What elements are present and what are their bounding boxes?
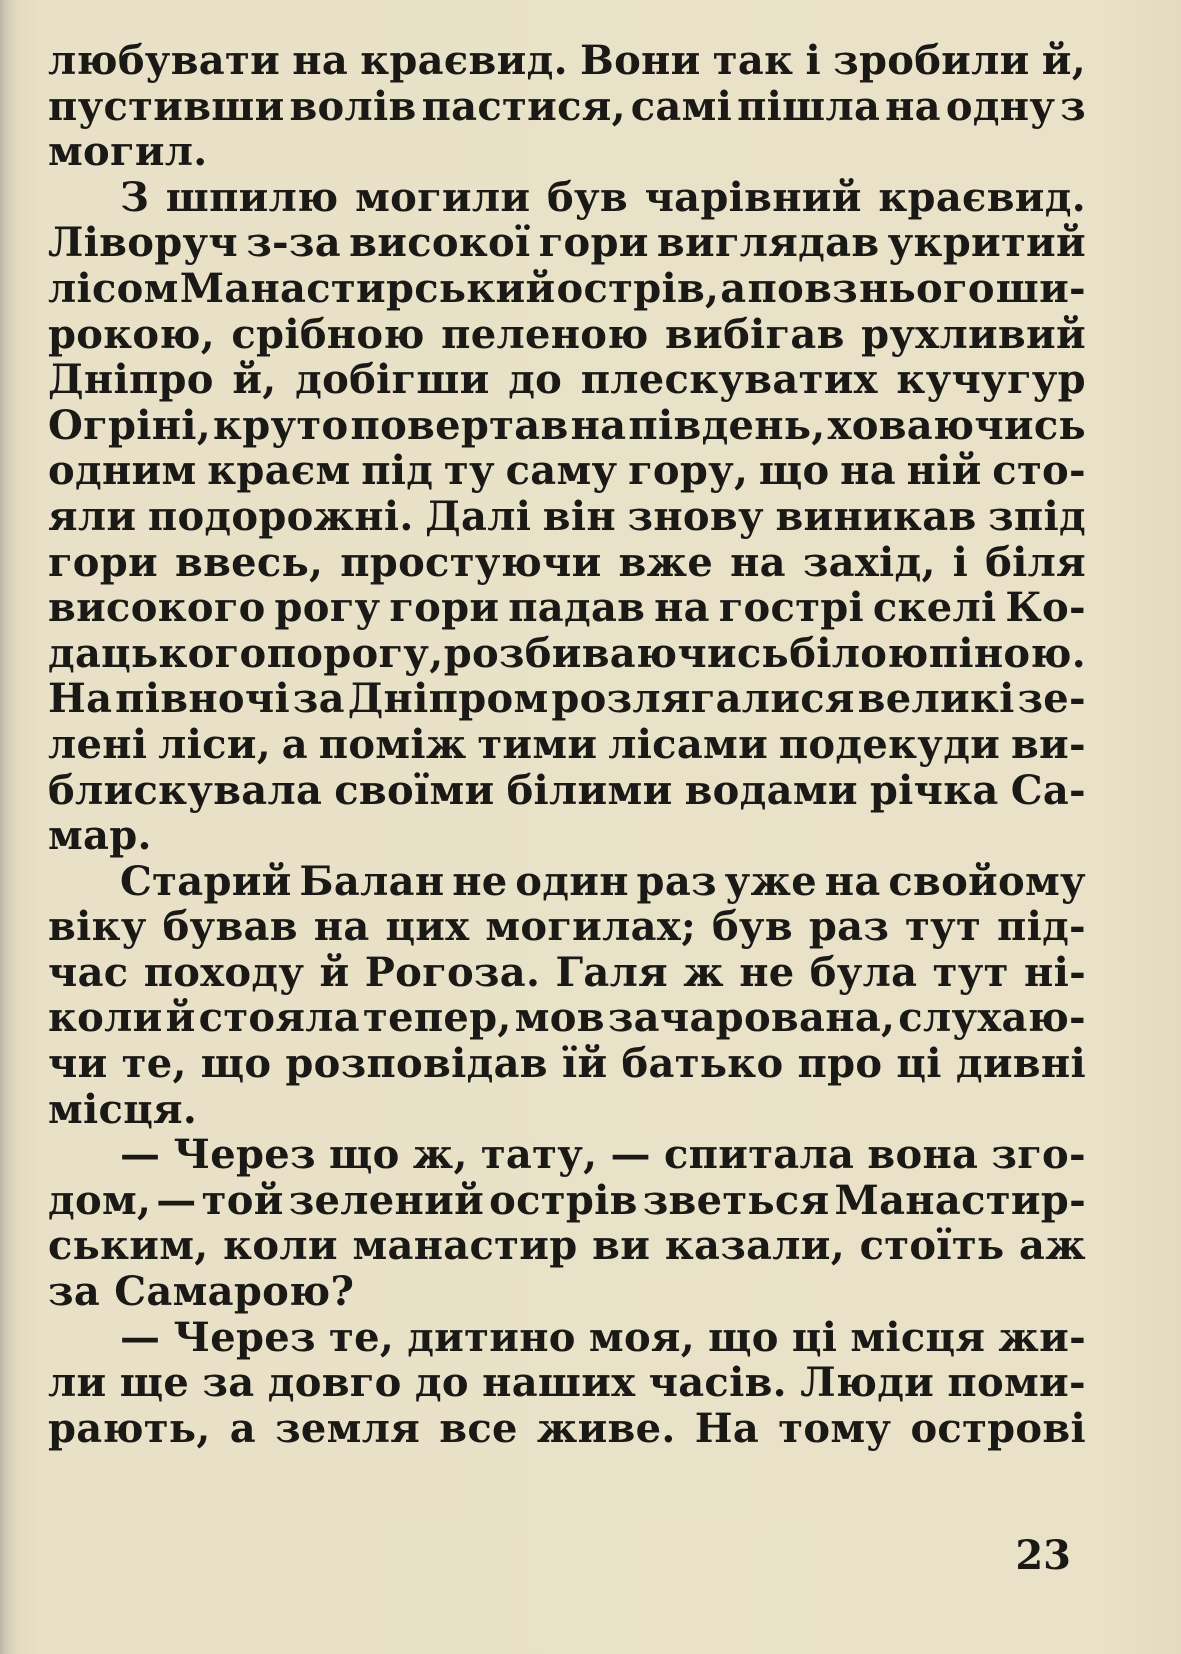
text-line: дацького порогу, розбиваючись білою піною. — [48, 629, 1086, 677]
text-line: коли й стояла тепер, мов зачарована, слухаю- — [48, 994, 1086, 1042]
text-line: любувати на краєвид. Вони так і зробили й, — [48, 37, 1086, 84]
text-line: На півночі за Дніпром розлягалися великі зе- — [48, 675, 1086, 723]
text-line: лісом Манастирський острів, а повз нього ши- — [48, 264, 1086, 312]
text-line: лені ліси, а поміж тими лісами подекуди ви- — [48, 720, 1086, 768]
text-line: блискувала своїми білими водами річка Са- — [48, 766, 1086, 814]
text-line: Дніпро й, добігши до плескуватих кучугур — [48, 356, 1086, 404]
text-line: могил. — [48, 128, 208, 176]
text-line: дом, — той зелений острів зветься Манастир- — [48, 1176, 1086, 1224]
text-line: рокою, срібною пеленою вибігав рухливий — [48, 310, 1086, 358]
text-line: високого рогу гори падав на гострі скелі Ко- — [48, 584, 1086, 632]
text-line: ли ще за довго до наших часів. Люди поми- — [48, 1359, 1086, 1407]
text-line: за Самарою? — [48, 1268, 355, 1316]
text-line: чи те, що розповідав їй батько про ці дивні — [48, 1040, 1086, 1088]
text-line: Ліворуч з-за високої гори виглядав укритий — [48, 219, 1086, 267]
text-line: мар. — [48, 812, 152, 860]
text-line: — Через те, дитино моя, що ці місця жи- — [120, 1313, 1086, 1361]
text-line: віку бував на цих могилах; був раз тут під- — [48, 903, 1086, 951]
text-line: — Через що ж, тату, — спитала вона зго- — [120, 1131, 1086, 1179]
text-line: одним краєм під ту саму гору, що на ній сто- — [48, 447, 1086, 495]
text-line: рають, а земля все живе. На тому острові — [48, 1404, 1086, 1452]
text-line: місця. — [48, 1085, 198, 1133]
text-line: яли подорожні. Далі він знову виникав зпід — [48, 492, 1086, 540]
body-text — [48, 38, 1086, 1451]
text-line: гори ввесь, простуючи вже на захід, і біля — [48, 538, 1086, 586]
text-line: З шпилю могили був чарівний краєвид. — [120, 173, 1086, 221]
text-line: пустивши волів пастися, самі пішла на одну з — [48, 82, 1086, 130]
text-line: Старий Балан не один раз уже на свойому — [120, 857, 1086, 905]
text-line: ським, коли манастир ви казали, стоїть аж — [48, 1222, 1086, 1270]
text-line: Огріні, круто повертав на південь, ховаючись — [48, 401, 1086, 449]
text-line: час походу й Рогоза. Галя ж не була тут ні- — [48, 948, 1086, 996]
page-number: 23 — [1015, 1532, 1071, 1579]
